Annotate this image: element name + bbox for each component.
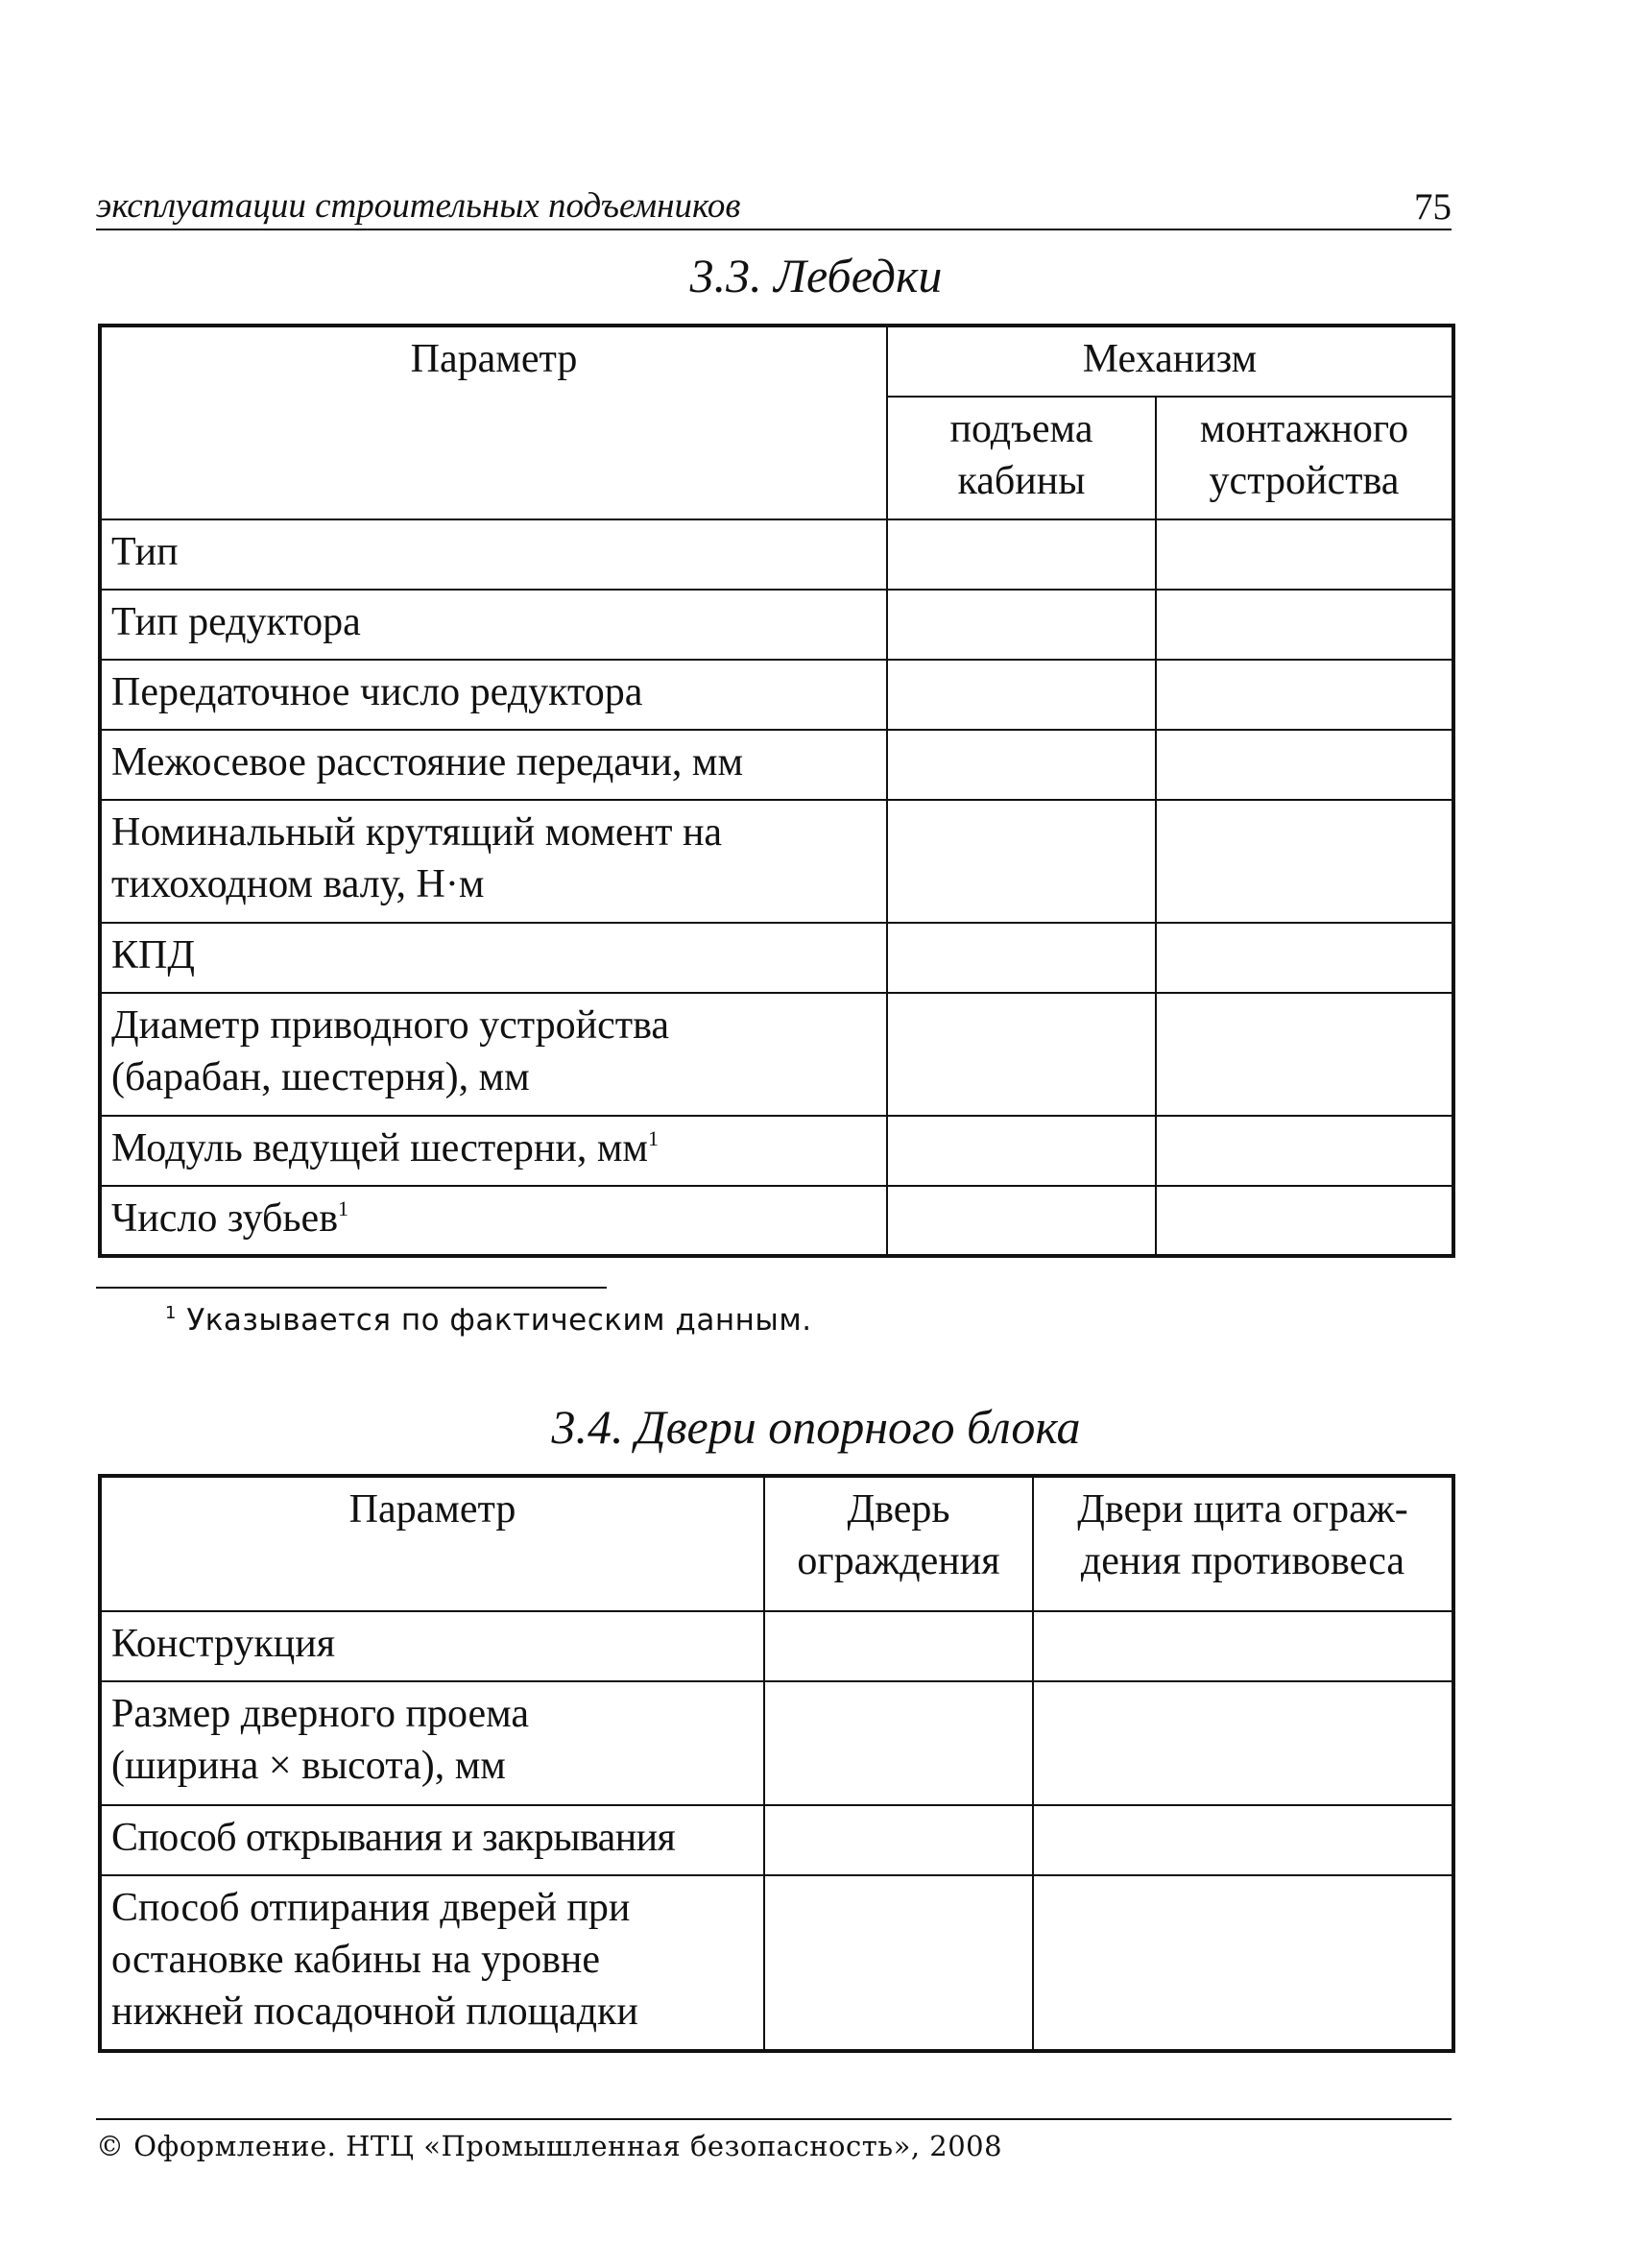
- row-label-line3: нижней посадочной площадки: [111, 1990, 638, 2034]
- running-head: [96, 182, 1452, 230]
- row-label-line1: Диаметр приводного устройства: [111, 1003, 670, 1048]
- row-label: Способ открывания и закрывания: [100, 1805, 764, 1875]
- footnote-ref: 1: [338, 1196, 349, 1220]
- table-caption-winches: 3.3. Лебедки: [689, 249, 943, 302]
- table-row: [100, 1186, 1453, 1256]
- cell-counterweight-doors: [1033, 1875, 1453, 2051]
- header-parameter: Параметр: [100, 1476, 764, 1611]
- row-label-line2: тихоходном валу, Н·м: [111, 862, 485, 906]
- cell-enclosure-door: [764, 1805, 1033, 1875]
- cell-lift-cabin: [887, 993, 1156, 1116]
- row-label: Передаточное число редуктора: [100, 660, 887, 730]
- winches-table: [98, 324, 1455, 1258]
- cell-lift-cabin: [887, 923, 1156, 993]
- cell-enclosure-door: [764, 1681, 1033, 1805]
- cell-counterweight-doors: [1033, 1611, 1453, 1681]
- table-row: [100, 730, 1453, 800]
- cell-mounting-device: [1156, 993, 1453, 1116]
- header-counterweight-doors-line1: Двери щита ограж-: [1077, 1487, 1408, 1532]
- table-row: [100, 660, 1453, 730]
- cell-mounting-device: [1156, 1186, 1453, 1256]
- header-enclosure-door: [764, 1476, 1033, 1611]
- table-row: [100, 800, 1453, 923]
- cell-lift-cabin: [887, 800, 1156, 923]
- cell-counterweight-doors: [1033, 1681, 1453, 1805]
- footnote-ref: 1: [648, 1126, 660, 1150]
- footnote-text: Указывается по фактическим данным.: [186, 1303, 812, 1338]
- cell-mounting-device: [1156, 519, 1453, 590]
- copyright-footer: © Оформление. НТЦ «Промышленная безопасность», 2008: [96, 2130, 1003, 2162]
- row-label: Тип редуктора: [100, 590, 887, 660]
- doors-table: [98, 1474, 1455, 2053]
- row-label: [100, 800, 887, 923]
- cell-lift-cabin: [887, 660, 1156, 730]
- row-label-line1: Номинальный крутящий момент на: [111, 810, 723, 855]
- footnote-divider: [96, 1287, 607, 1289]
- cell-mounting-device: [1156, 1116, 1453, 1186]
- header-lift-cabin: [887, 397, 1156, 519]
- cell-mounting-device: [1156, 590, 1453, 660]
- table-row: [100, 1805, 1453, 1875]
- row-label: [100, 1116, 887, 1186]
- row-label-text: Число зубьев: [111, 1196, 339, 1241]
- cell-lift-cabin: [887, 519, 1156, 590]
- row-label-line2: остановке кабины на уровне: [111, 1938, 601, 1982]
- cell-lift-cabin: [887, 590, 1156, 660]
- row-label-text: Модуль ведущей шестерни, мм: [111, 1126, 649, 1170]
- cell-counterweight-doors: [1033, 1805, 1453, 1875]
- row-label-line1: Способ отпирания дверей при: [111, 1886, 631, 1930]
- running-head-title: эксплуатации строительных подъемников: [96, 186, 741, 226]
- header-mechanism: Механизм: [887, 326, 1453, 397]
- table-caption-doors: 3.4. Двери опорного блока: [551, 1400, 1081, 1454]
- row-label: [100, 1681, 764, 1805]
- cell-enclosure-door: [764, 1611, 1033, 1681]
- header-mounting-device: [1156, 397, 1453, 519]
- row-label-line2: (ширина × высота), мм: [111, 1744, 506, 1788]
- header-mounting-device-line1: монтажного: [1199, 407, 1409, 451]
- table-row: [100, 923, 1453, 993]
- cell-mounting-device: [1156, 800, 1453, 923]
- row-label: [100, 1875, 764, 2051]
- page-number: 75: [1414, 186, 1452, 228]
- row-label: КПД: [100, 923, 887, 993]
- table-row: [100, 1681, 1453, 1805]
- table-row: [100, 1116, 1453, 1186]
- row-label: [100, 993, 887, 1116]
- row-label: Конструкция: [100, 1611, 764, 1681]
- cell-mounting-device: [1156, 660, 1453, 730]
- cell-mounting-device: [1156, 730, 1453, 800]
- table-row: [100, 1611, 1453, 1681]
- row-label: Межосевое расстояние передачи, мм: [100, 730, 887, 800]
- header-mounting-device-line2: устройства: [1209, 459, 1400, 503]
- cell-lift-cabin: [887, 1186, 1156, 1256]
- row-label: [100, 1186, 887, 1256]
- table-row: [100, 519, 1453, 590]
- cell-mounting-device: [1156, 923, 1453, 993]
- table-row: [100, 1875, 1453, 2051]
- header-parameter: Параметр: [100, 326, 887, 519]
- table-row: [100, 590, 1453, 660]
- footer-divider: [96, 2118, 1452, 2120]
- footnote-marker: 1: [165, 1303, 177, 1323]
- header-enclosure-door-line1: Дверь: [847, 1487, 950, 1532]
- row-label: Тип: [100, 519, 887, 590]
- cell-lift-cabin: [887, 730, 1156, 800]
- header-counterweight-doors: [1033, 1476, 1453, 1611]
- cell-lift-cabin: [887, 1116, 1156, 1186]
- row-label-line2: (барабан, шестерня), мм: [111, 1055, 530, 1099]
- header-counterweight-doors-line2: дения противовеса: [1080, 1539, 1405, 1583]
- footnote: [165, 1303, 812, 1338]
- header-lift-cabin-line1: подъема: [949, 407, 1093, 451]
- header-lift-cabin-line2: кабины: [957, 459, 1086, 503]
- cell-enclosure-door: [764, 1875, 1033, 2051]
- table-row: [100, 993, 1453, 1116]
- row-label-line1: Размер дверного проема: [111, 1692, 530, 1736]
- header-enclosure-door-line2: ограждения: [797, 1539, 1000, 1583]
